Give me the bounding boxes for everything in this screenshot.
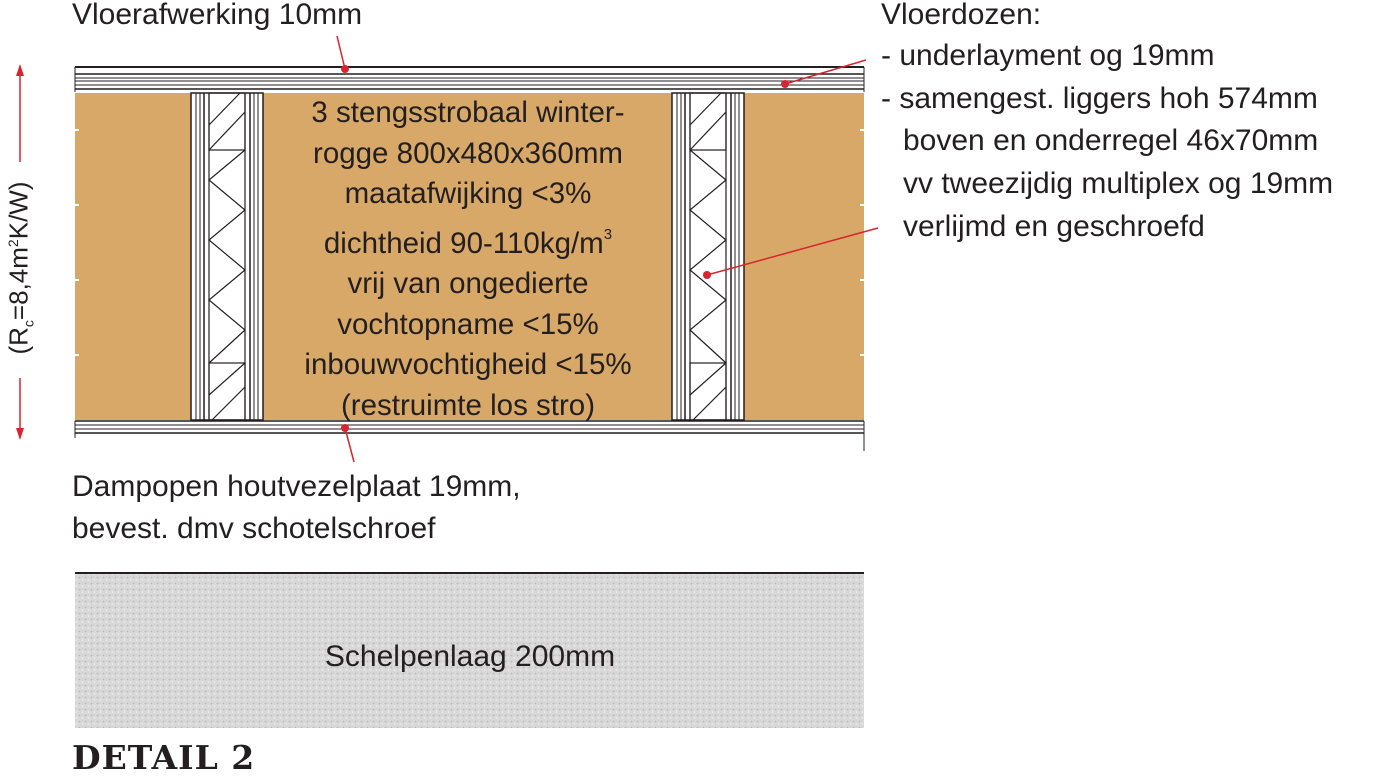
- detail-title: DETAIL 2: [72, 738, 256, 777]
- straw-line-4: [262, 215, 674, 265]
- shell-layer-label: Schelpenlaag 200mm: [324, 640, 616, 673]
- straw-line-6: vochtopname <15%: [337, 307, 599, 341]
- floor-boxes-line-4: vv tweezijdig multiplex og 19mm: [903, 167, 1334, 200]
- density-superscript: 3: [603, 225, 613, 243]
- board-label-line-2: bevest. dmv schotelschroef: [72, 512, 436, 545]
- straw-line-3: maatafwijking <3%: [344, 177, 592, 210]
- straw-line-7: inbouwvochtigheid <15%: [304, 348, 632, 381]
- straw-bale-description: [262, 93, 674, 426]
- rc-mid: =8,4m: [3, 247, 34, 321]
- rc-subscript: c: [20, 320, 37, 328]
- straw-density-text: dichtheid 90-110kg/m: [323, 226, 604, 260]
- left-joist: [191, 93, 263, 420]
- rc-value-label: [3, 182, 36, 355]
- floor-boxes-line-5: verlijmd en geschroefd: [903, 210, 1205, 243]
- straw-line-2: rogge 800x480x360mm: [313, 136, 623, 170]
- straw-line-1: 3 stengsstrobaal winter-: [311, 96, 625, 129]
- rc-prefix: (R: [3, 327, 34, 355]
- straw-line-8: (restruimte los stro): [340, 388, 596, 422]
- floor-finish-label: Vloerafwerking 10mm: [72, 0, 363, 31]
- board-label-line-1: Dampopen houtvezelplaat 19mm,: [72, 470, 521, 503]
- rc-superscript: 2: [4, 239, 21, 248]
- floor-boxes-line-2: - samengest. liggers hoh 574mm: [881, 82, 1318, 115]
- floor-finish-layers: [75, 67, 864, 92]
- right-joist: [672, 93, 744, 420]
- straw-line-5: vrij van ongedierte: [347, 267, 589, 300]
- rc-suffix: K/W): [3, 181, 34, 240]
- floor-boxes-title: Vloerdozen:: [881, 0, 1042, 31]
- floor-boxes-line-1: - underlayment og 19mm: [881, 39, 1215, 72]
- floor-boxes-line-3: boven en onderregel 46x70mm: [903, 124, 1319, 157]
